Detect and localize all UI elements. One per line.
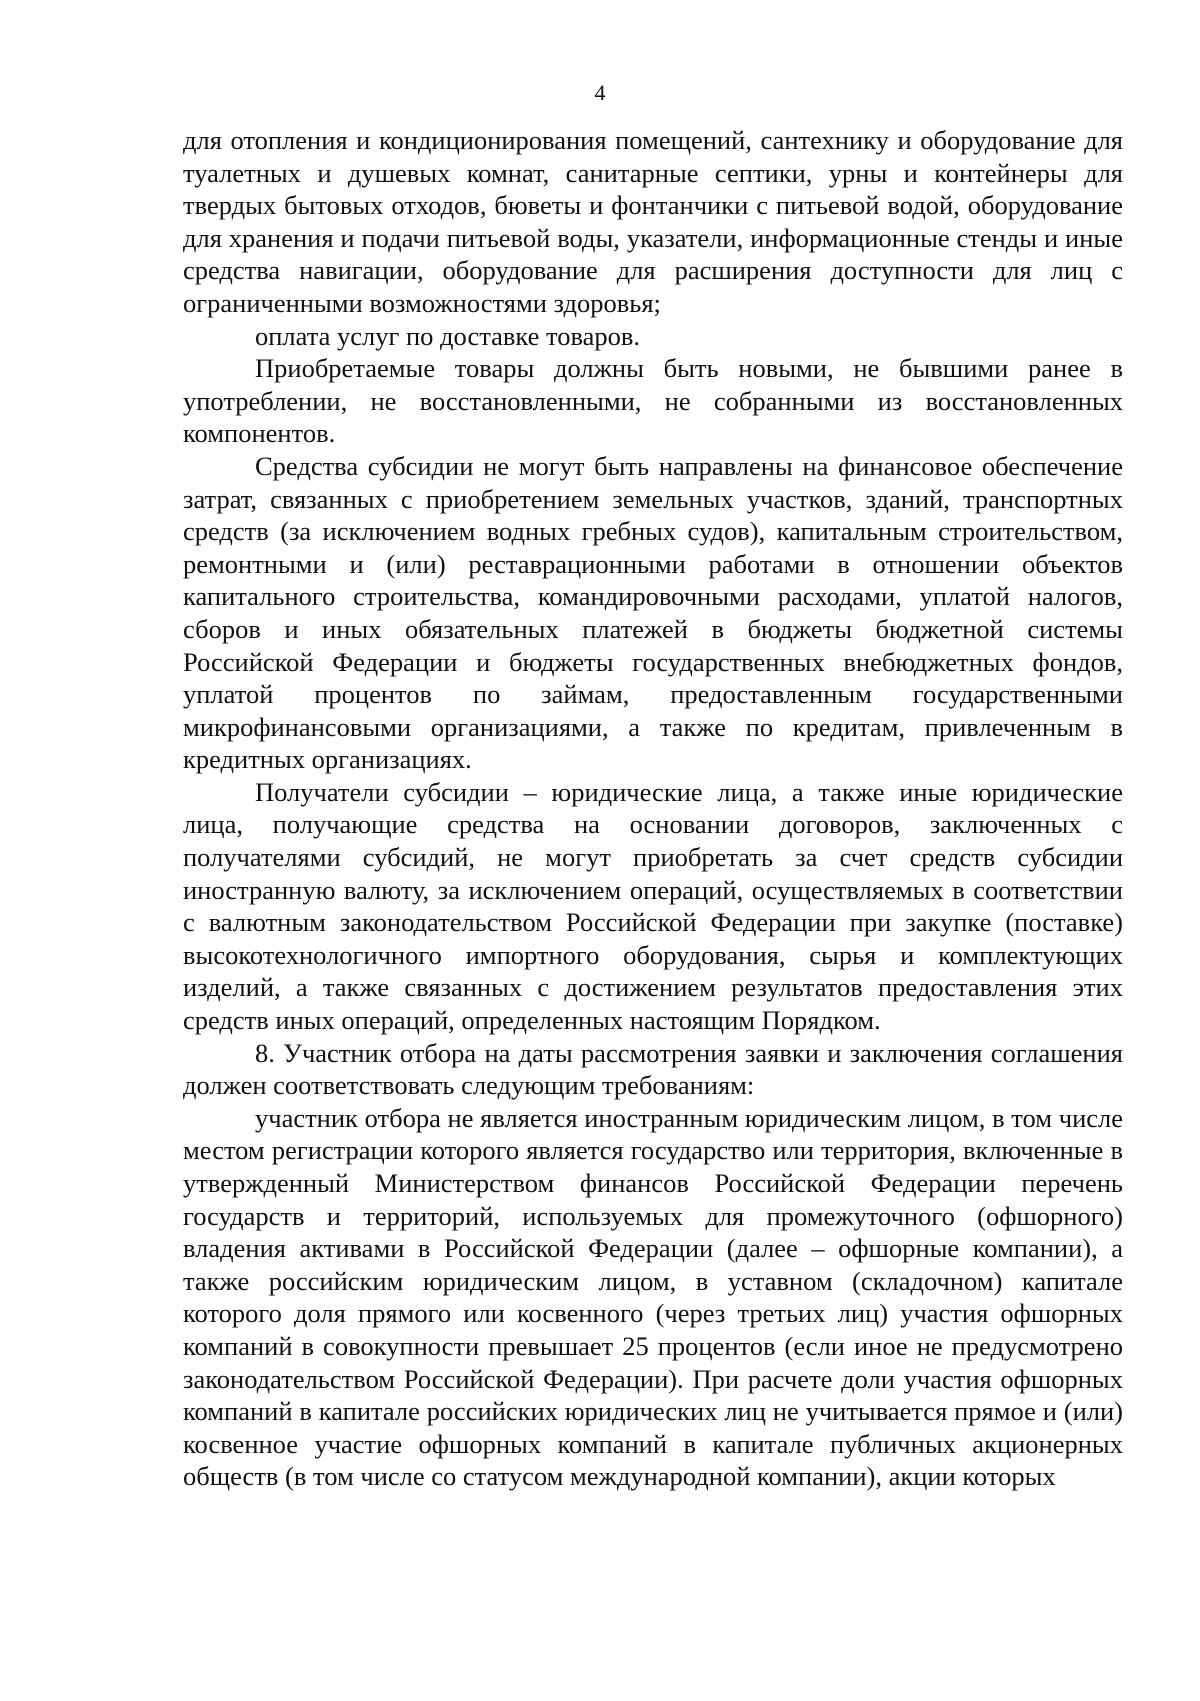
document-body: [183, 124, 1123, 1493]
paragraph-3: Приобретаемые товары должны быть новыми, не бывшими ранее в употреблении, не восстановленными, не собранными из восстановленных компонентов.: [183, 353, 1123, 449]
paragraph-6: 8. Участник отбора на даты рассмотрения заявки и заключения соглашения должен соответствовать следующим требованиям:: [183, 1037, 1123, 1101]
paragraph-1: для отопления и кондиционирования помещений, сантехнику и оборудование для туалетных и душевых комнат, санитарные септики, урны и контейнеры для твердых бытовых отходов, бюветы и фонтанчики с питьевой водой, оборудование для хранения и подачи питьевой воды, указатели, информационные стенды и иные средства навигации, оборудование для расширения доступности для лиц с ограниченными возможностями здоровья;: [183, 125, 1123, 318]
paragraph-4: Средства субсидии не могут быть направлены на финансовое обеспечение затрат, связанных с приобретением земельных участков, зданий, транспортных средств (за исключением водных гребных судов), капитальным строительством, ремонтными и (или) реставрационными работами в отношении объектов капитального строительства, командировочными расходами, уплатой налогов, сборов и иных обязательных платежей в бюджеты бюджетной системы Российской Федерации и бюджеты государственных внебюджетных фондов, уплатой процентов по займам, предоставленным государственными микрофинансовыми организациями, а также по кредитам, привлеченным в кредитных организациях.: [183, 450, 1123, 775]
paragraph-2: оплата услуг по доставке товаров.: [255, 320, 641, 351]
paragraph-7: участник отбора не является иностранным юридическим лицом, в том числе местом регистрации которого является государство или территория, включенные в утвержденный Министерством финансов Российской Федерации перечень государств и территорий, используемых для промежуточного (офшорного) владения активами в Российской Федерации (далее – офшорные компании), а также российским юридическим лицом, в уставном (складочном) капитале которого доля прямого или косвенного (через третьих лиц) участия офшорных компаний в совокупности превышает 25 процентов (если иное не предусмотрено законодательством Российской Федерации). При расчете доли участия офшорных компаний в капитале российских юридических лиц не учитывается прямое и (или) косвенное участие офшорных компаний в капитале публичных акционерных обществ (в том числе со статусом международной компании), акции которых: [183, 1102, 1123, 1492]
paragraph-5: Получатели субсидии – юридические лица, а также иные юридические лица, получающие средства на основании договоров, заключенных с получателями субсидий, не могут приобретать за счет средств субсидии иностранную валюту, за исключением операций, осуществляемых в соответствии с валютным законодательством Российской Федерации при закупке (поставке) высокотехнологичного импортного оборудования, сырья и комплектующих изделий, а также связанных с достижением результатов предоставления этих средств иных операций, определенных настоящим Порядком.: [183, 776, 1123, 1036]
page-number: 4: [594, 80, 606, 105]
